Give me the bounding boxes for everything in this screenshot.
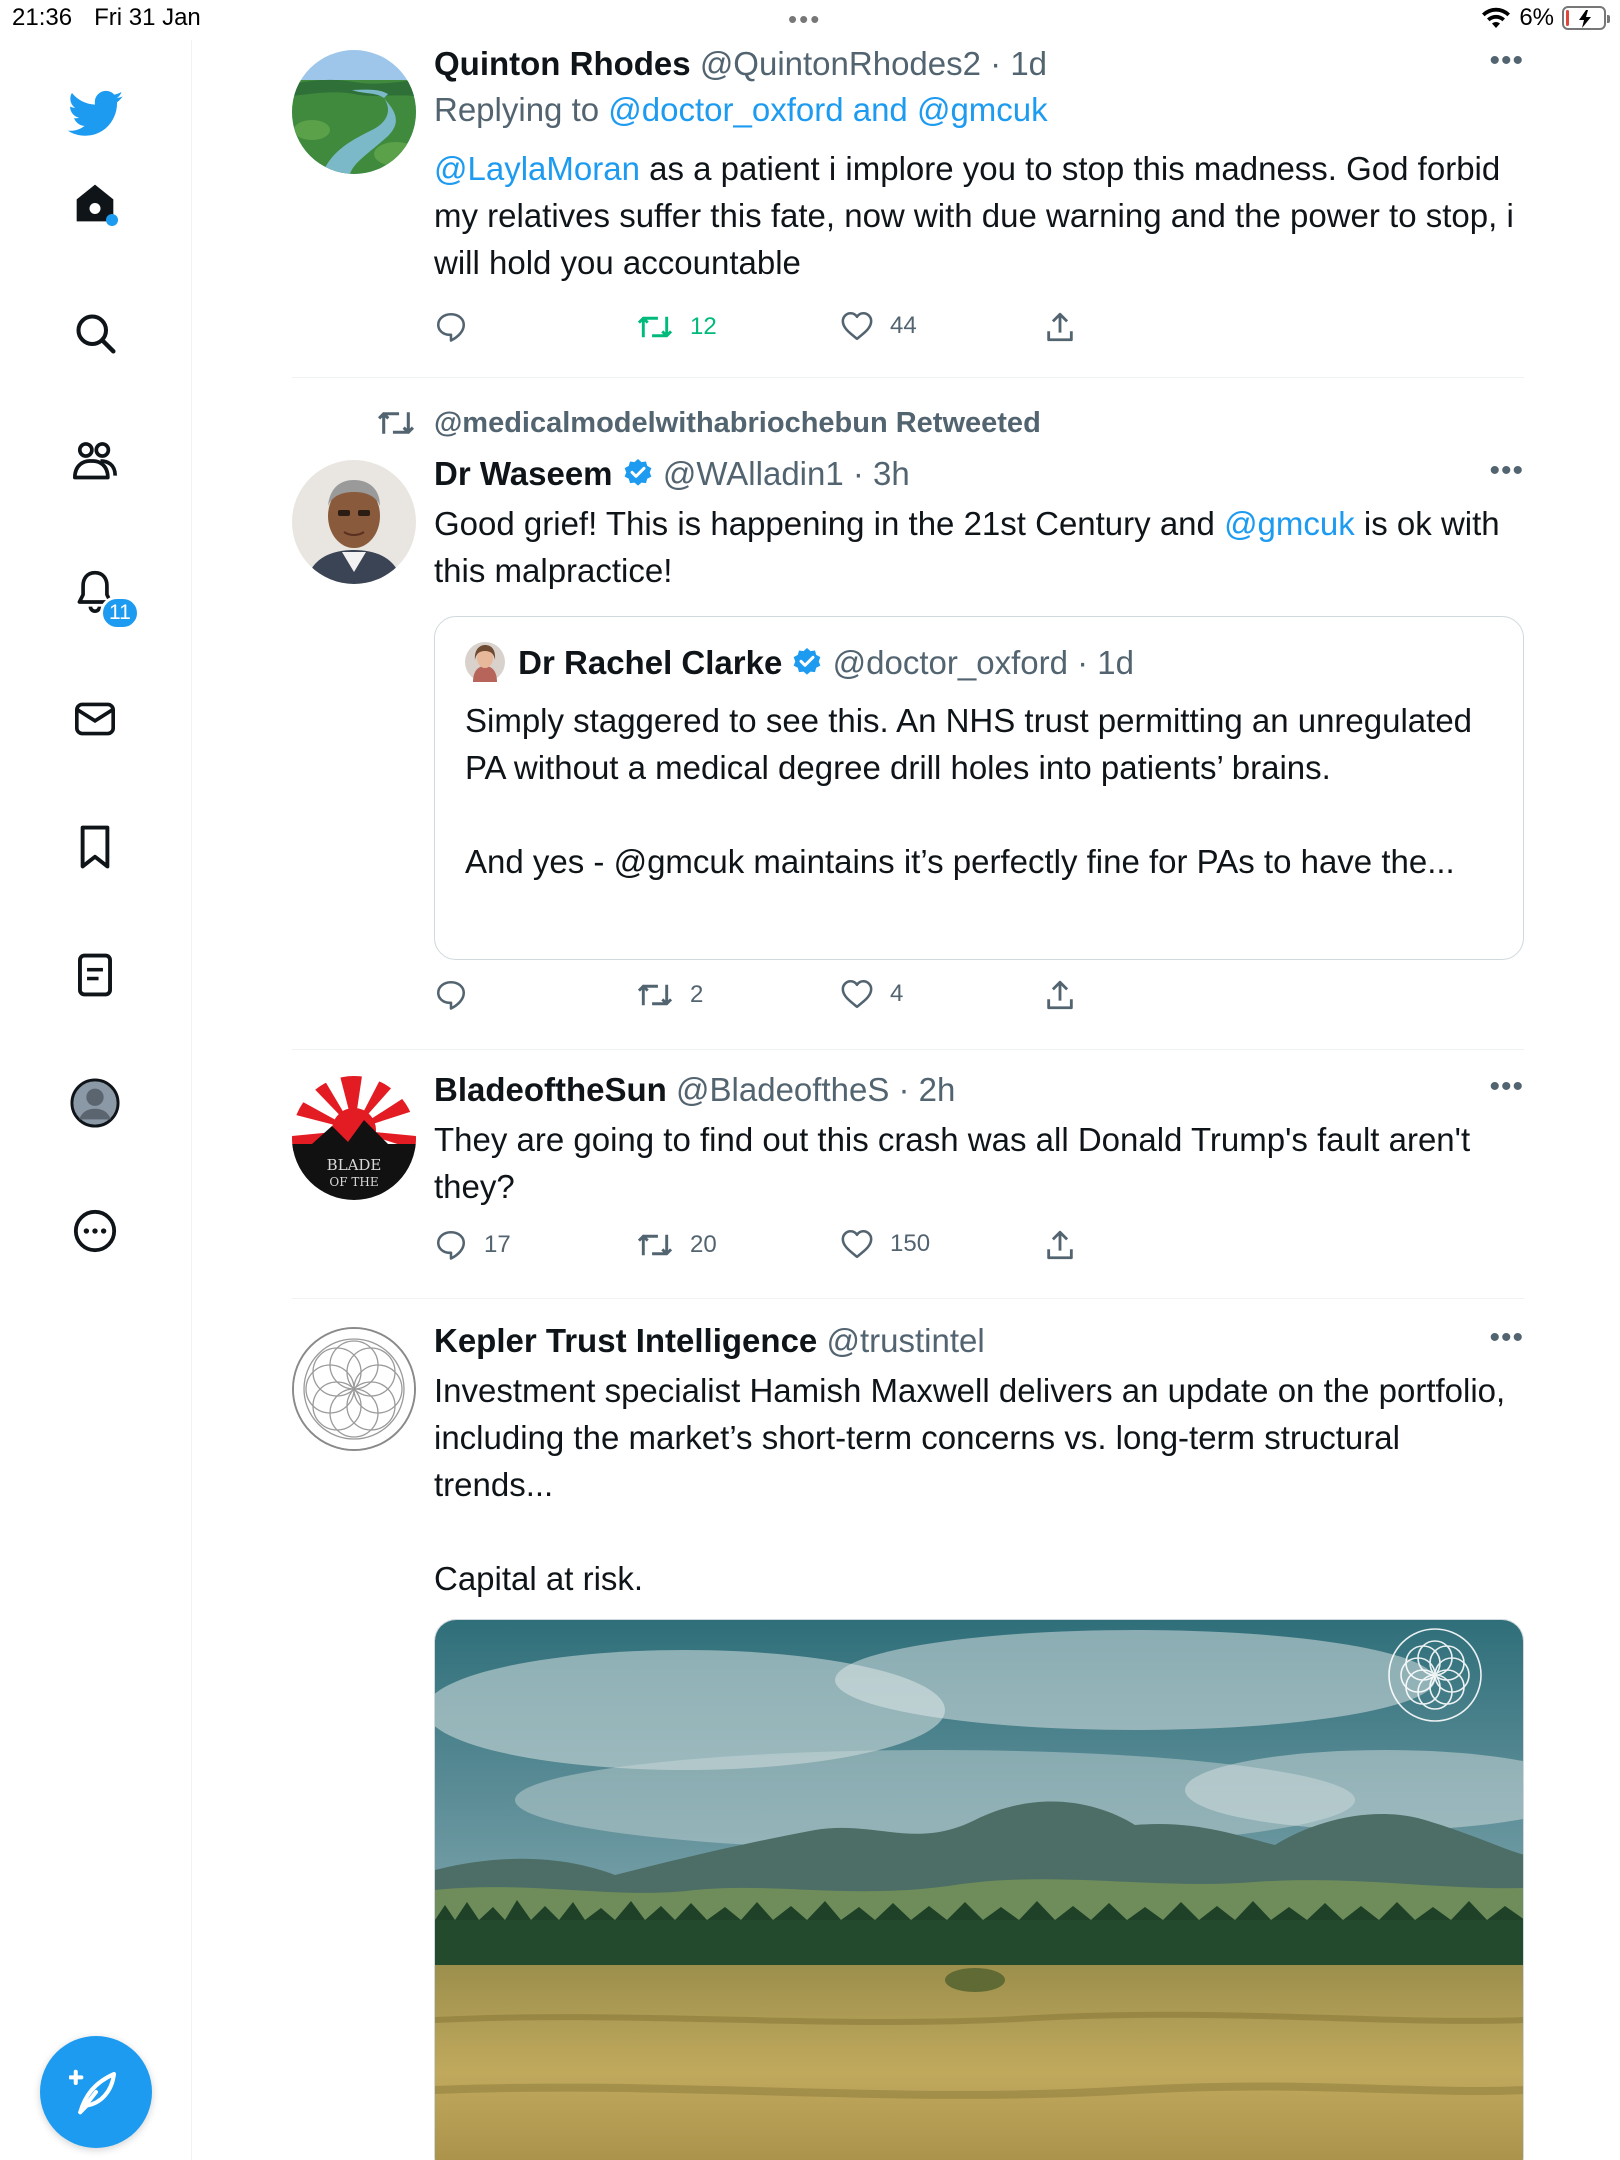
like-button[interactable] — [840, 310, 917, 342]
status-time-date — [12, 4, 223, 32]
retweet-button[interactable] — [636, 978, 703, 1012]
share-icon — [1044, 978, 1076, 1012]
quoted-tweet[interactable] — [434, 616, 1524, 960]
reply-button[interactable] — [434, 1228, 511, 1262]
replying-to-users-link[interactable]: @doctor_oxford and @gmcuk — [608, 91, 1048, 128]
notifications-count-badge: 11 — [100, 596, 140, 630]
quoted-tweet-time: · 1d — [1077, 644, 1134, 681]
mention-link[interactable]: @LaylaMoran — [434, 150, 640, 187]
like-button[interactable] — [840, 1228, 930, 1260]
user-handle[interactable]: @QuintonRhodes2 — [699, 45, 981, 82]
tweet-time[interactable]: · 2h — [898, 1071, 956, 1108]
user-handle[interactable]: @trustintel — [826, 1322, 985, 1359]
verified-badge-icon — [622, 457, 654, 489]
like-button[interactable] — [840, 978, 903, 1010]
tweet-body-start: Good grief! This is happening in the 21st Century and — [434, 505, 1225, 542]
messages-envelope-icon[interactable] — [70, 694, 120, 744]
tweet-actions — [434, 978, 1134, 1018]
tweet-kepler-trust-intelligence[interactable] — [292, 1299, 1524, 2160]
like-count: 150 — [890, 1230, 931, 1257]
retweeted-by-text: @medicalmodelwithabriochebun Retweeted — [434, 406, 1041, 439]
tweet-more-button[interactable]: ••• — [1489, 44, 1524, 77]
more-options-icon[interactable] — [70, 1206, 120, 1256]
status-indicators — [1481, 4, 1606, 32]
heart-icon — [840, 1228, 874, 1260]
home-unread-dot — [106, 214, 118, 226]
like-count: 44 — [890, 312, 917, 339]
avatar-kepler-trust[interactable] — [292, 1327, 416, 1451]
share-icon — [1044, 310, 1076, 344]
tweet-header — [434, 1319, 1524, 1363]
avatar-bladeofthesun[interactable] — [292, 1076, 416, 1200]
tweet-body-end: is ok with this malpractice! — [434, 505, 1500, 589]
reply-button[interactable] — [434, 978, 484, 1012]
verified-badge-icon — [791, 646, 823, 678]
share-icon — [1044, 1228, 1076, 1262]
avatar-quinton-rhodes[interactable] — [292, 50, 416, 174]
share-button[interactable] — [1044, 978, 1076, 1012]
retweeted-by-banner[interactable] — [376, 406, 1041, 440]
tweet-text — [434, 145, 1524, 286]
retweet-icon — [636, 978, 674, 1012]
tweet-text — [434, 500, 1524, 594]
status-time: 21:36 — [12, 4, 73, 31]
mention-link[interactable]: @gmcuk — [1224, 505, 1355, 542]
quoted-user-handle: @doctor_oxford — [832, 644, 1068, 681]
tweet-bladeofthesun[interactable] — [292, 1050, 1524, 1300]
tweet-text: Investment specialist Hamish Maxwell delivers an update on the portfolio, including the market’s short-term concerns vs. long-term structural trends... Capital at risk. — [434, 1372, 1506, 1597]
retweet-icon — [636, 1228, 674, 1262]
user-handle[interactable]: @WAlladin1 — [662, 455, 844, 492]
display-name[interactable]: BladeoftheSun — [434, 1071, 667, 1108]
compose-feather-icon — [69, 2065, 123, 2119]
tweet-time[interactable]: · 3h — [852, 455, 910, 492]
retweet-button[interactable] — [636, 310, 717, 344]
bookmarks-icon[interactable] — [70, 822, 120, 872]
display-name[interactable]: Quinton Rhodes — [434, 45, 691, 82]
multitasking-dots[interactable]: ••• — [788, 4, 822, 34]
heart-icon — [840, 310, 874, 342]
tweet-text: They are going to find out this crash was all Donald Trump's fault aren't they? — [434, 1121, 1471, 1205]
tweet-dr-waseem[interactable] — [292, 378, 1524, 1048]
battery-percent: 6% — [1519, 4, 1554, 31]
tweet-media-image[interactable] — [434, 1619, 1524, 2160]
status-bar — [0, 0, 1620, 40]
compose-tweet-button[interactable] — [40, 2036, 152, 2148]
battery-icon — [1562, 6, 1606, 30]
tweet-more-button[interactable]: ••• — [1489, 1321, 1524, 1354]
reply-icon — [434, 978, 468, 1012]
replying-prefix: Replying to — [434, 91, 609, 128]
share-button[interactable] — [1044, 310, 1076, 344]
tweet-more-button[interactable]: ••• — [1489, 454, 1524, 487]
retweet-count: 20 — [690, 1231, 717, 1258]
status-date: Fri 31 Jan — [94, 4, 201, 31]
explore-search-icon[interactable] — [70, 308, 120, 358]
tweet-header — [434, 42, 1524, 86]
user-handle[interactable]: @BladeoftheS — [676, 1071, 890, 1108]
replying-to — [434, 86, 1524, 133]
tweet-more-button[interactable]: ••• — [1489, 1070, 1524, 1103]
svg-text:OF THE: OF THE — [329, 1175, 379, 1189]
twitter-logo-icon[interactable] — [68, 86, 124, 142]
retweet-count: 2 — [690, 981, 704, 1008]
quoted-tweet-text: Simply staggered to see this. An NHS trust permitting an unregulated PA without a medical degree drill holes into patients’ brains. And yes - @gmcuk maintains it’s perfectly fine for PAs to have the... — [465, 702, 1473, 880]
retweet-icon — [376, 406, 416, 440]
tweet-header — [434, 1068, 1524, 1112]
reply-button[interactable] — [434, 310, 484, 344]
heart-icon — [840, 978, 874, 1010]
wifi-icon — [1481, 6, 1511, 30]
quoted-tweet-header — [465, 641, 1134, 685]
profile-avatar-icon[interactable] — [70, 1078, 120, 1128]
lists-icon[interactable] — [70, 950, 120, 1000]
tweet-body: as a patient i implore you to stop this madness. God forbid my relatives suffer this fate, now with due warning and the power to stop, i will hold you accountable — [434, 150, 1514, 281]
retweet-icon — [636, 310, 674, 344]
tweet-actions — [434, 1228, 1134, 1268]
retweet-button[interactable] — [636, 1228, 717, 1262]
avatar-dr-waseem[interactable] — [292, 460, 416, 584]
display-name[interactable]: Dr Waseem — [434, 455, 613, 492]
reply-icon — [434, 1228, 468, 1262]
share-button[interactable] — [1044, 1228, 1076, 1262]
avatar-dr-rachel-clarke[interactable] — [465, 642, 505, 682]
retweet-count: 12 — [690, 313, 717, 340]
tweet-quinton-rhodes[interactable] — [292, 40, 1524, 370]
avatar-logo-text: BLADE — [326, 1156, 382, 1174]
display-name[interactable]: Kepler Trust Intelligence — [434, 1322, 818, 1359]
tweet-actions — [434, 310, 1134, 350]
tweet-time[interactable]: · 1d — [990, 45, 1048, 82]
reply-icon — [434, 310, 468, 344]
tweet-header — [434, 452, 1524, 496]
sidebar-nav — [0, 40, 192, 2160]
like-count: 4 — [890, 980, 904, 1007]
communities-icon[interactable] — [70, 436, 120, 486]
quoted-display-name: Dr Rachel Clarke — [518, 644, 783, 681]
reply-count: 17 — [484, 1231, 511, 1258]
